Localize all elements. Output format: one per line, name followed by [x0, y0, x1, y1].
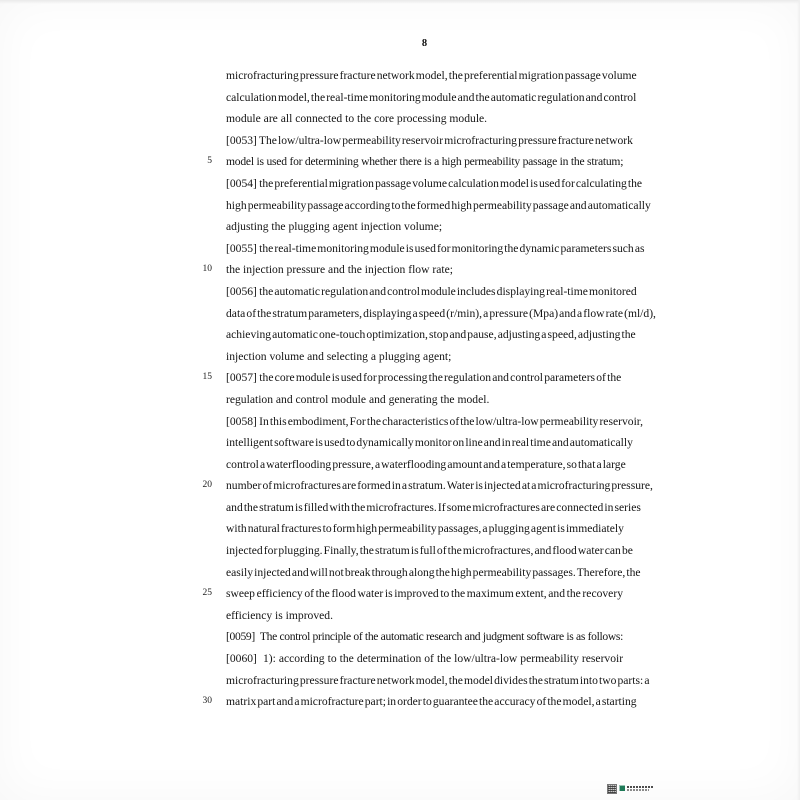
line-text: microfracturing pressure fracture network model, the model divides the stratum into two parts: a — [226, 673, 650, 687]
publisher-text-mark — [627, 786, 653, 791]
line-text: [0058] In this embodiment, For the characteristics of the low/ultra-low permeability reservoir, — [226, 414, 644, 428]
line-number: 15 — [202, 372, 212, 383]
line-row — [198, 65, 637, 87]
line-text: easily injected and will not break through along the high permeability passages. Therefore, the — [226, 565, 641, 579]
line-number: 25 — [202, 588, 212, 599]
scan-edge-shadow-top — [0, 0, 800, 4]
line-text: high permeability passage according to the formed high permeability passage and automatically — [226, 198, 651, 212]
line-row — [198, 626, 623, 648]
line-row — [198, 324, 636, 346]
line-row — [198, 605, 623, 627]
line-text: [0057] the core module is used for processing the regulation and control parameters of the — [226, 371, 622, 385]
line-text: intelligent software is used to dynamically monitor on line and in real time and automatically — [226, 436, 633, 450]
line-text: regulation and control module and generating the model. — [226, 392, 490, 406]
line-row — [198, 281, 637, 303]
text-block — [198, 65, 656, 713]
line-text: [0056] the automatic regulation and control module includes displaying real-time monitored — [226, 284, 637, 298]
line-text: efficiency is improved. — [226, 608, 333, 622]
line-text: injected for plugging. Finally, the stratum is full of the microfractures, and flood water can be — [226, 544, 633, 558]
line-text: [0060] 1): according to the determination of the low/ultra-low permeability reservoir — [226, 652, 624, 666]
line-text: microfracturing pressure fracture network model, the preferential migration passage volume — [226, 69, 637, 82]
page-number: 8 — [421, 38, 428, 49]
line-row — [198, 691, 637, 713]
line-row — [198, 475, 653, 497]
line-number: 20 — [202, 480, 212, 491]
line-text: matrix part and a microfracture part; in order to guarantee the accuracy of the model, a starting — [226, 695, 637, 709]
line-number: 5 — [207, 156, 212, 167]
line-number: 30 — [202, 696, 212, 707]
line-row — [198, 497, 641, 519]
line-text: injection volume and selecting a plugging agent; — [226, 349, 452, 363]
line-text: [0059] The control principle of the automatic research and judgment software is as follows: — [226, 630, 623, 644]
line-row — [198, 303, 656, 325]
line-number: 10 — [202, 264, 212, 275]
line-text: data of the stratum parameters, displaying a speed (r/min), a pressure (Mpa) and a flow rate (ml/d), — [226, 306, 656, 320]
line-text: [0053] The low/ultra-low permeability reservoir microfracturing pressure fracture network — [226, 133, 633, 147]
line-text: number of microfractures are formed in a stratum. Water is injected at a microfracturing pressure, — [226, 479, 653, 493]
line-row — [198, 108, 623, 130]
line-text: module are all connected to the core processing module. — [226, 112, 488, 126]
line-row — [198, 367, 623, 389]
line-text: calculation model, the real-time monitoring module and the automatic regulation and control — [226, 90, 637, 104]
line-row — [198, 130, 633, 152]
line-row — [198, 411, 644, 433]
line-text: sweep efficiency of the flood water is improved to the maximum extent, and the recovery — [226, 587, 623, 601]
line-row — [198, 238, 645, 260]
line-text: model is used for determining whether there is a high permeability passage in the stratum; — [226, 155, 624, 169]
line-text: [0054] the preferential migration passage volume calculation model is used for calculating the — [226, 176, 643, 190]
line-row — [198, 583, 623, 605]
line-row — [198, 648, 623, 670]
line-row — [198, 195, 651, 217]
line-row — [198, 454, 626, 476]
line-row — [198, 540, 633, 562]
line-text: [0055] the real-time monitoring module is used for monitoring the dynamic parameters such as — [226, 241, 645, 255]
line-row — [198, 518, 623, 540]
line-row — [198, 259, 623, 281]
line-row — [198, 216, 623, 238]
line-row — [198, 87, 637, 109]
line-text: with natural fractures to form high permeability passages, a plugging agent is immediately — [226, 522, 624, 536]
line-row — [198, 151, 623, 173]
line-text: control a waterflooding pressure, a waterflooding amount and a temperature, so that a large — [226, 457, 626, 471]
line-text: achieving automatic one-touch optimization, stop and pause, adjusting a speed, adjusting the — [226, 328, 636, 342]
line-row — [198, 562, 641, 584]
line-row — [198, 432, 633, 454]
line-row — [198, 173, 643, 195]
line-text: adjusting the plugging agent injection volume; — [226, 220, 443, 234]
publisher-logo-icon — [619, 785, 625, 791]
line-row — [198, 389, 623, 411]
line-row — [198, 670, 650, 692]
line-text: the injection pressure and the injection flow rate; — [226, 263, 453, 277]
qr-code-icon — [607, 784, 617, 794]
line-row — [198, 346, 623, 368]
publisher-mark — [619, 785, 653, 791]
line-text: and the stratum is filled with the microfractures. If some microfractures are connected in series — [226, 500, 641, 514]
certification-stamp — [607, 784, 653, 796]
